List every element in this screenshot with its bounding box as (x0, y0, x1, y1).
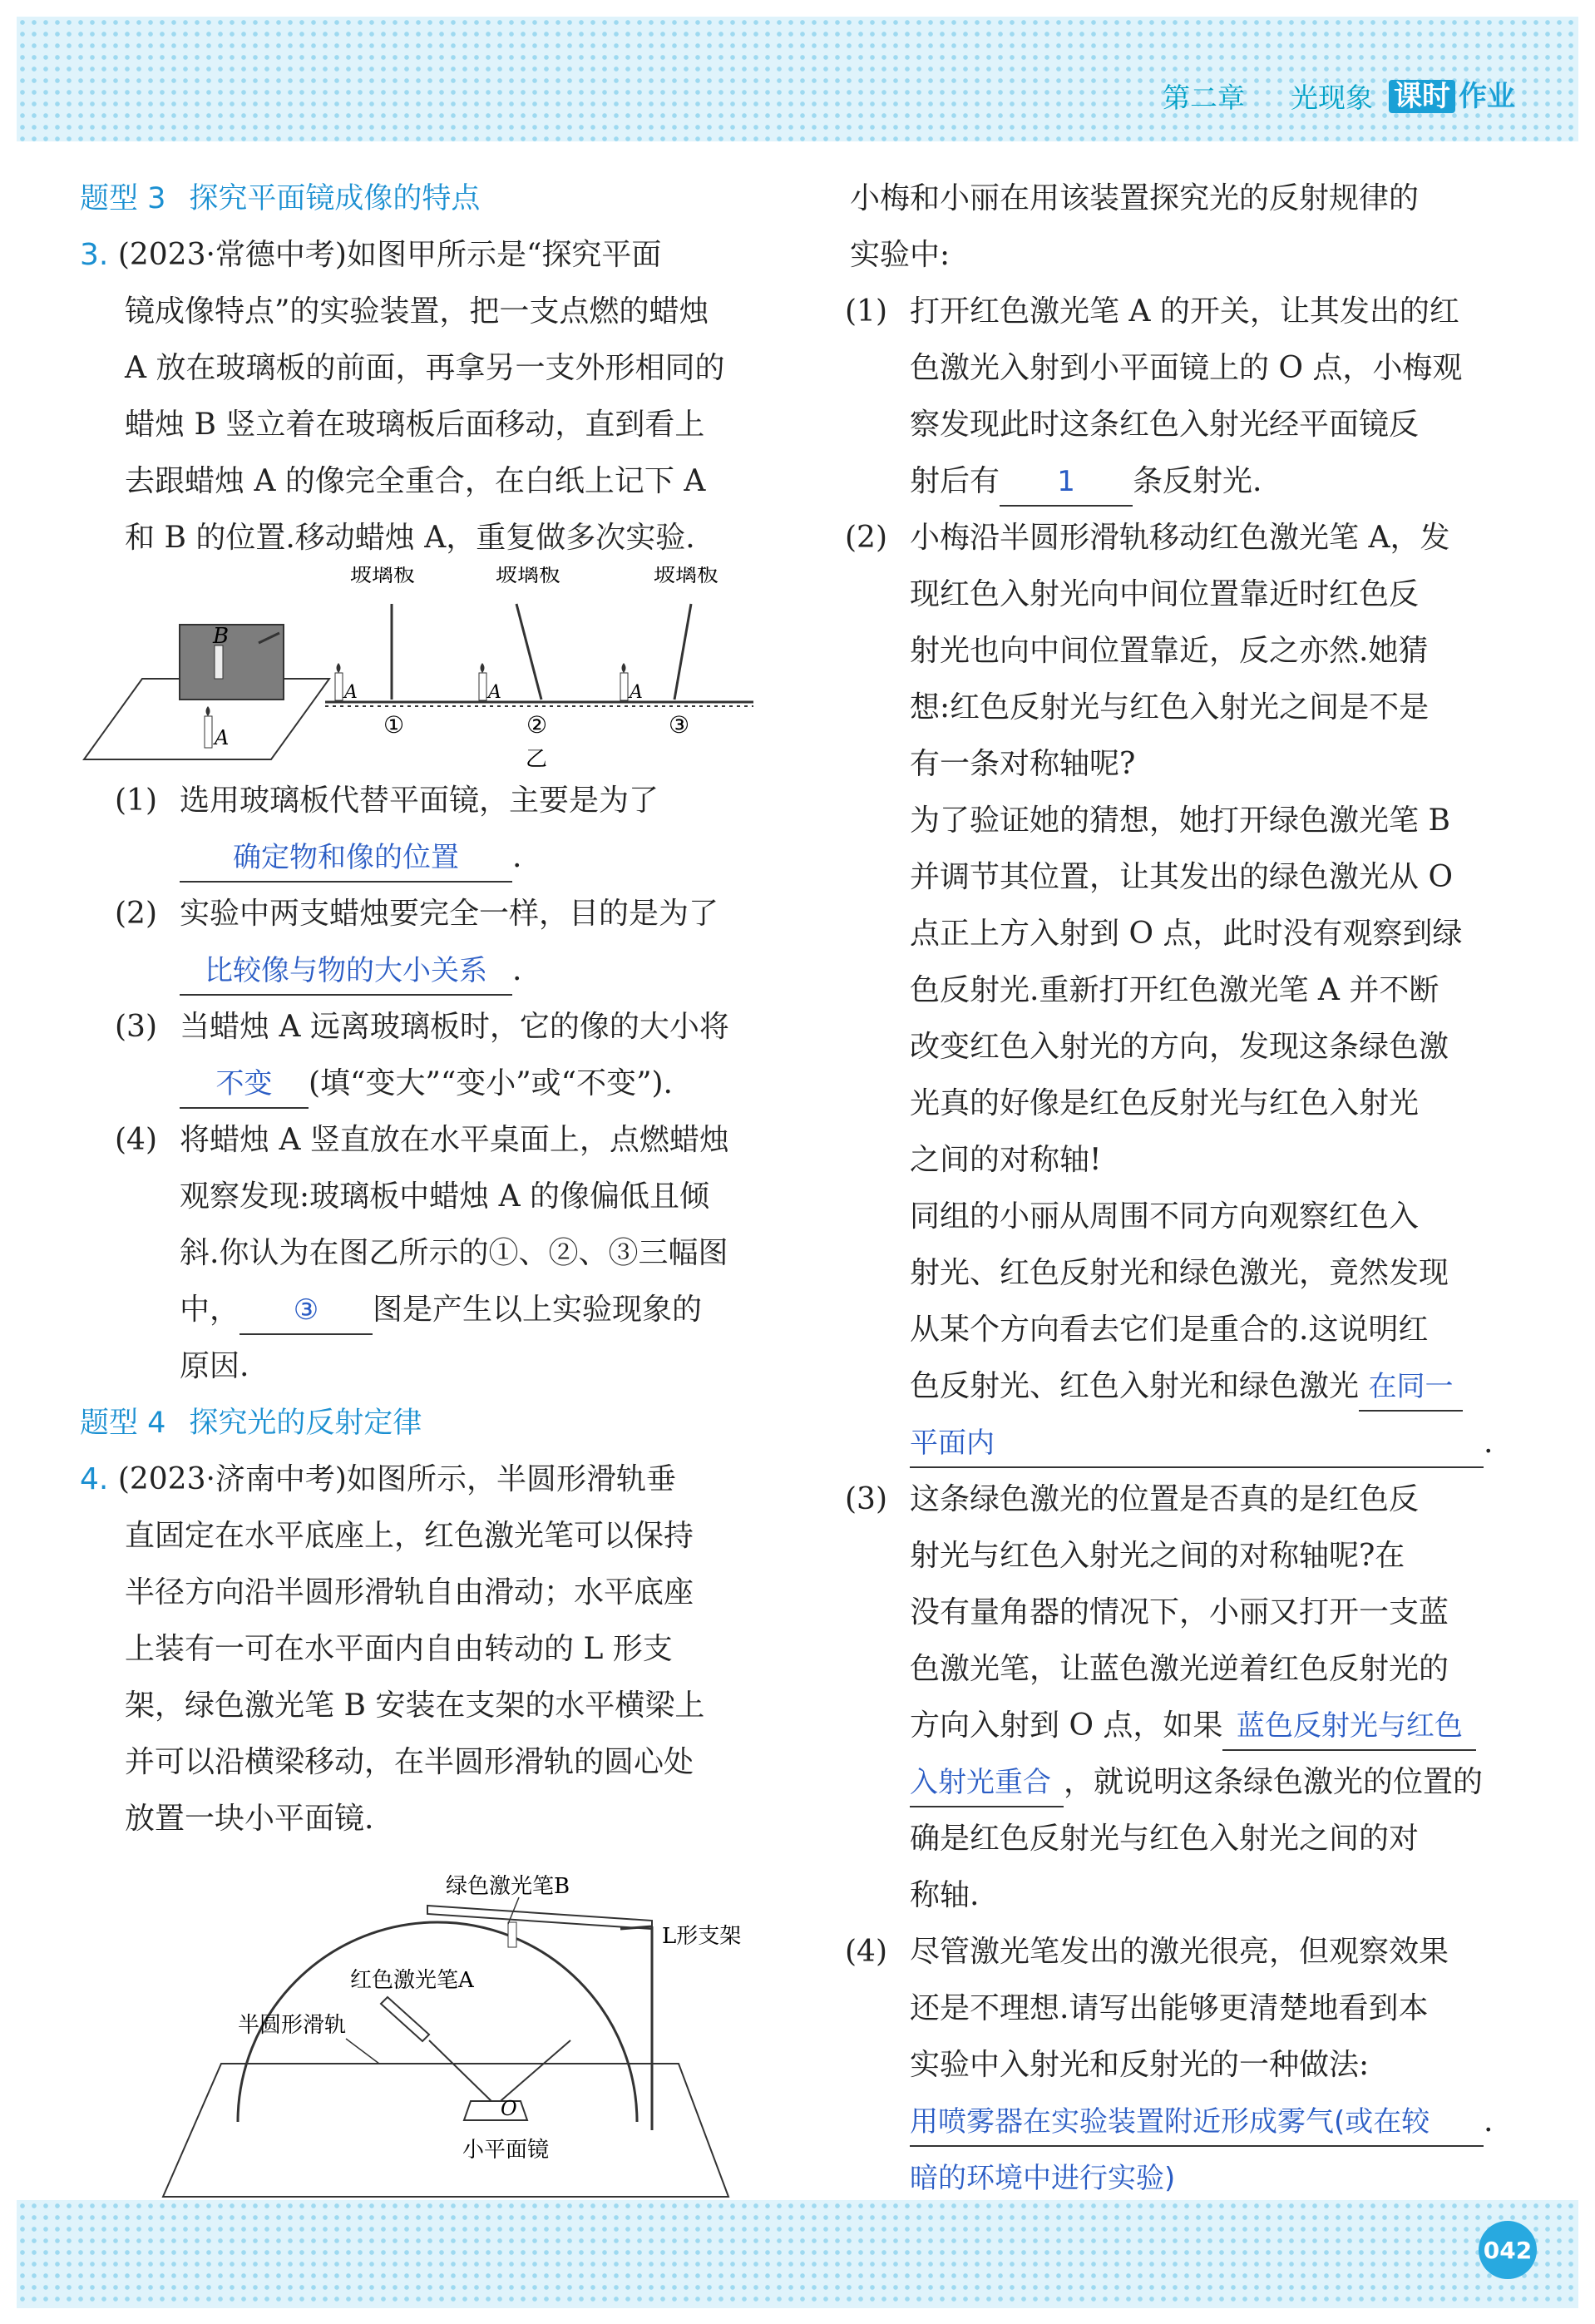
q3-p3-hint: (填“变大”“变小”或“不变”). (309, 1066, 673, 1100)
q3-p4-before: 中， (180, 1293, 240, 1327)
glass-label-1: 玻璃板 (350, 566, 416, 587)
r-p3-line: 称轴. (910, 1878, 980, 1912)
l-bracket-label: L形支架 (662, 1924, 742, 1949)
r-p2-line: 并调节其位置，让其发出的绿色激光从 O (910, 860, 1453, 894)
r-p3-before: 方向入射到 O 点，如果 (910, 1708, 1223, 1743)
candle-3 (620, 673, 628, 700)
flame-icon (206, 706, 210, 716)
sub-num: (1) (115, 784, 157, 818)
brand-logo (1389, 73, 1515, 114)
punct: . (1484, 2104, 1494, 2139)
rail-label: 半圆形滑轨 (238, 2013, 347, 2038)
r-p2 (845, 510, 1515, 566)
r-p3-answer-line (850, 1698, 1515, 1754)
q3-p4-answer-line (80, 1282, 770, 1338)
q3-line: 镜成像特点”的实验装置，把一支点燃的蜡烛 (125, 294, 709, 329)
q3-p4-text: 将蜡烛 A 竖直放在水平桌面上，点燃蜡烛 (180, 1123, 729, 1157)
q4-line: 直固定在水平底座上，红色激光笔可以保持 (125, 1519, 694, 1553)
r-p1-after: 条反射光. (1133, 464, 1262, 498)
point-o-label: O (501, 2097, 517, 2120)
glass-2 (516, 604, 541, 700)
r-p1-line: 察发现此时这条红色入射光经平面镜反 (910, 408, 1420, 442)
chapter-title: 光现象 (1291, 82, 1373, 114)
label-b: B (213, 624, 230, 649)
flame-icon (337, 663, 341, 673)
answer-field[interactable]: 暗的环境中进行实验) (910, 2162, 1176, 2195)
label-a-2: A (488, 682, 501, 703)
section-4-title (80, 1395, 770, 1451)
laser-reflection-diagram (130, 1847, 762, 2213)
answer-field[interactable]: 1 (1000, 458, 1133, 507)
q4-line: 放置一块小平面镜. (125, 1802, 374, 1836)
r-p1 (845, 284, 1515, 340)
r-p2-line: 色反射光.重新打开红色激光笔 A 并不断 (910, 973, 1439, 1007)
chapter-label: 第二章 (1163, 82, 1245, 114)
r-p2-line: 想:红色反射光与红色入射光之间是不是 (910, 690, 1430, 724)
q3-text: (2023·常德中考)如图甲所示是“探究平面 (117, 238, 662, 272)
right-column (845, 171, 1515, 2207)
r-p2-line: 有一条对称轴呢? (910, 747, 1136, 781)
label-a-1: A (344, 682, 358, 703)
section-4-text: 探究光的反射定律 (189, 1407, 422, 1440)
sub-num: (3) (845, 1482, 887, 1516)
sub-num: (4) (115, 1123, 157, 1157)
candle-b (215, 645, 223, 679)
r-p2-answer-line (850, 1358, 1515, 1415)
r-p3-line: 确是红色反射光与红色入射光之间的对 (910, 1822, 1420, 1856)
sub-num: (2) (115, 897, 157, 931)
left-column (80, 171, 770, 2213)
section-3-title (80, 171, 770, 227)
q3-p3-answer-line (80, 1056, 770, 1112)
answer-field[interactable]: 不变 (180, 1061, 309, 1109)
reflected-ray (496, 2040, 570, 2105)
l-bracket-beam (427, 1906, 652, 1929)
r-p2-line: 光真的好像是红色反射光与红色入射光 (910, 1086, 1420, 1120)
r-p4-text: 尽管激光笔发出的激光很亮，但观察效果 (910, 1935, 1449, 1969)
r-p4-answer-line-2 (850, 2150, 1515, 2207)
base-plate (163, 2064, 728, 2197)
q3-p2-answer-line (80, 942, 770, 999)
glass-3 (674, 604, 691, 700)
q3-p4-line: 原因. (180, 1349, 249, 1383)
mirror-label: 小平面镜 (462, 2138, 550, 2163)
sub-num: (4) (845, 1935, 887, 1969)
q3-line: 蜡烛 B 竖立着在玻璃板后面移动，直到看上 (125, 408, 705, 442)
answer-field[interactable]: 用喷雾器在实验装置附近形成雾气(或在较 (910, 2099, 1484, 2147)
footer-band (17, 2200, 1578, 2308)
rail-leader (346, 2039, 379, 2064)
r-p2-text: 小梅沿半圆形滑轨移动红色激光笔 A，发 (910, 521, 1450, 555)
r-p2-line: 点正上方入射到 O 点，此时没有观察到绿 (910, 917, 1463, 951)
r-p4-answer-line (850, 2094, 1515, 2150)
q3-figure (80, 566, 770, 773)
sub-num: (3) (115, 1010, 157, 1044)
candle-mirror-diagram (80, 566, 770, 773)
q3-line: A 放在玻璃板的前面，再拿另一支外形相同的 (125, 351, 725, 385)
q3-p1 (80, 773, 770, 829)
r-p1-answer-line (850, 453, 1515, 510)
r-p4 (845, 1924, 1515, 1980)
r-p2-answer-line-2 (850, 1415, 1515, 1471)
q3-p4-line: 观察发现:玻璃板中蜡烛 A 的像偏低且倾 (180, 1179, 710, 1214)
answer-field[interactable]: 平面内 (910, 1420, 1484, 1468)
q3-p3-text: 当蜡烛 A 远离玻璃板时，它的像的大小将 (180, 1010, 729, 1044)
answer-field[interactable]: 比较像与物的大小关系 (180, 947, 512, 996)
brand-box: 课时 (1389, 80, 1455, 113)
r-p2-line: 现红色入射光向中间位置靠近时红色反 (910, 577, 1420, 611)
q3-p4-after: 图是产生以上实验现象的 (373, 1293, 703, 1327)
answer-field[interactable]: 在同一 (1359, 1363, 1463, 1412)
section-3-text: 探究平面镜成像的特点 (189, 182, 481, 215)
punct: . (512, 840, 522, 874)
r-p3-line: 射光与红色入射光之间的对称轴呢?在 (910, 1539, 1405, 1573)
num-3: ③ (669, 711, 690, 739)
q3-line: 和 B 的位置.移动蜡烛 A，重复做多次实验. (125, 521, 695, 555)
red-laser-pen (381, 1997, 429, 2041)
q3-p4-line: 斜.你认为在图乙所示的①、②、③三幅图 (180, 1236, 728, 1270)
q3-p1-text: 选用玻璃板代替平面镜，主要是为了 (180, 784, 659, 818)
intro-line: 小梅和小丽在用该装置探究光的反射规律的 (850, 181, 1420, 215)
q3-p3 (80, 999, 770, 1056)
q3-line (80, 227, 770, 284)
r-p2-line: 同组的小丽从周围不同方向观察红色入 (910, 1199, 1420, 1234)
q4-figure (130, 1847, 770, 2213)
r-p4-line: 实验中入射光和反射光的一种做法: (910, 2048, 1370, 2082)
glass-label-2: 玻璃板 (496, 566, 561, 587)
r-p2-line: 之间的对称轴! (910, 1143, 1102, 1177)
incident-ray (429, 2040, 496, 2105)
q4-number: 4. (80, 1462, 109, 1496)
r-p3-after: ，就说明这条绿色激光的位置的 (1064, 1765, 1484, 1799)
section-3-num: 题型 3 (80, 182, 166, 215)
green-laser-label: 绿色激光笔B (446, 1874, 570, 1899)
q3-number: 3. (80, 238, 109, 272)
r-p4-line: 还是不理想.请写出能够更清楚地看到本 (910, 1991, 1429, 2025)
q4-line (80, 1451, 770, 1508)
q3-line: 去跟蜡烛 A 的像完全重合，在白纸上记下 A (125, 464, 706, 498)
answer-field[interactable]: ③ (239, 1287, 373, 1335)
r-p3-text: 这条绿色激光的位置是否真的是红色反 (910, 1482, 1420, 1516)
q3-p1-answer-line (80, 829, 770, 886)
r-p2-line: 射光、红色反射光和绿色激光，竟然发现 (910, 1256, 1449, 1290)
page-number: 042 (1479, 2221, 1537, 2279)
num-1: ① (383, 711, 405, 739)
answer-field[interactable]: 蓝色反射光与红色 (1222, 1703, 1476, 1751)
label-a: A (215, 726, 230, 749)
red-laser-label: 红色激光笔A (350, 1968, 474, 1993)
r-p3-line: 没有量角器的情况下，小丽又打开一支蓝 (910, 1595, 1449, 1629)
r-p1-before: 射后有 (910, 464, 1000, 498)
punct: . (512, 953, 522, 987)
r-p3 (845, 1471, 1515, 1528)
small-mirror (464, 2101, 527, 2120)
sub-num: (1) (845, 294, 887, 329)
q4-line: 并可以沿横梁移动，在半圆形滑轨的圆心处 (125, 1745, 694, 1779)
r-p2-before: 色反射光、红色入射光和绿色激光 (910, 1369, 1360, 1403)
flame-icon (481, 663, 485, 673)
q4-line: 架，绿色激光笔 B 安装在支架的水平横梁上 (125, 1689, 705, 1723)
candle-2 (479, 673, 486, 700)
answer-field[interactable]: 入射光重合 (910, 1759, 1064, 1807)
r-p3-line: 色激光笔，让蓝色激光逆着红色反射光的 (910, 1652, 1449, 1686)
r-p1-line: 色激光入射到小平面镜上的 O 点，小梅观 (910, 351, 1463, 385)
q3-p2 (80, 886, 770, 942)
q4-line: 半径方向沿半圆形滑轨自由滑动；水平底座 (125, 1575, 694, 1609)
q4-line: 上装有一可在水平面内自由转动的 L 形支 (125, 1632, 673, 1666)
section-4-num: 题型 4 (80, 1407, 166, 1440)
candle-1 (335, 673, 343, 700)
brand-text: 作业 (1459, 80, 1515, 113)
r-p3-answer-line-2 (850, 1754, 1515, 1811)
r-p2-line: 为了验证她的猜想，她打开绿色激光笔 B (910, 804, 1450, 838)
num-2: ② (526, 711, 548, 739)
q3-p4 (80, 1112, 770, 1169)
answer-field[interactable]: 确定物和像的位置 (180, 834, 512, 883)
glass-plate (180, 625, 284, 700)
label-jia (209, 772, 230, 773)
label-a-3: A (630, 682, 643, 703)
r-p2-line: 从某个方向看去它们是重合的.这说明红 (910, 1313, 1429, 1347)
glass-label-3: 玻璃板 (654, 566, 719, 587)
r-p2-line: 改变红色入射光的方向，发现这条绿色激 (910, 1030, 1449, 1064)
flame-icon (622, 663, 626, 673)
intro-line: 实验中: (850, 238, 951, 272)
q4-text: (2023·济南中考)如图所示，半圆形滑轨垂 (117, 1462, 676, 1496)
candle-a (205, 716, 212, 748)
r-p2-line: 射光也向中间位置靠近，反之亦然.她猜 (910, 634, 1429, 668)
green-laser-pen (508, 1922, 516, 1947)
label-yi: 乙 (526, 747, 548, 772)
q3-p2-text: 实验中两支蜡烛要完全一样，目的是为了 (180, 897, 719, 931)
r-p1-text: 打开红色激光笔 A 的开关，让其发出的红 (910, 294, 1459, 329)
sub-num: (2) (845, 521, 887, 555)
punct: . (1484, 1426, 1494, 1460)
